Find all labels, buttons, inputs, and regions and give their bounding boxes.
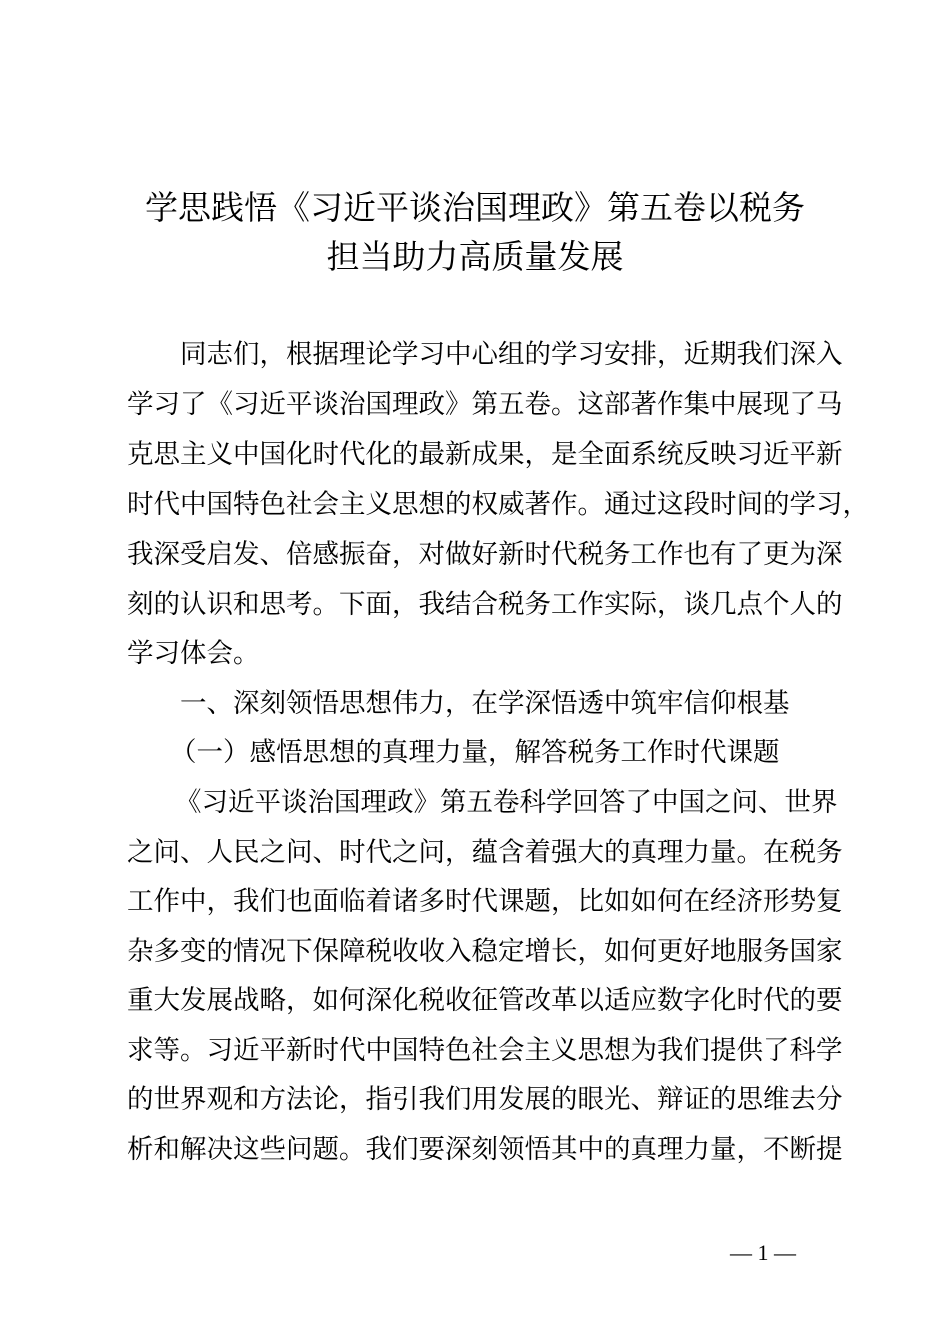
subsection-heading-1: （一）感悟思想的真理力量，解答税务工作时代课题 <box>170 737 780 768</box>
paragraph-line: 工作中，我们也面临着诸多时代课题，比如如何在经济形势复 <box>127 886 843 917</box>
paragraph-line: 析和解决这些问题。我们要深刻领悟其中的真理力量，不断提 <box>127 1134 843 1165</box>
document-title-line-1: 学思践悟《习近平谈治国理政》第五卷以税务 <box>145 188 805 227</box>
paragraph-line: 学习了《习近平谈治国理政》第五卷。这部著作集中展现了马 <box>127 389 843 420</box>
paragraph-line: 刻的认识和思考。下面，我结合税务工作实际，谈几点个人的 <box>127 589 843 620</box>
paragraph-line: 《习近平谈治国理政》第五卷科学回答了中国之问、世界 <box>175 787 838 818</box>
paragraph-line: 克思主义中国化时代化的最新成果，是全面系统反映习近平新 <box>127 439 843 470</box>
paragraph-line: 重大发展战略，如何深化税收征管改革以适应数字化时代的要 <box>127 985 843 1016</box>
paragraph-line: 求等。习近平新时代中国特色社会主义思想为我们提供了科学 <box>127 1035 843 1066</box>
paragraph-line: 学习体会。 <box>127 638 260 669</box>
paragraph-line: 我深受启发、倍感振奋，对做好新时代税务工作也有了更为深 <box>127 539 843 570</box>
document-title-line-2: 担当助力高质量发展 <box>326 237 624 276</box>
section-heading-1: 一、深刻领悟思想伟力，在学深悟透中筑牢信仰根基 <box>180 688 790 719</box>
paragraph-line: 的世界观和方法论，指引我们用发展的眼光、辩证的思维去分 <box>127 1084 843 1115</box>
paragraph-line: 同志们，根据理论学习中心组的学习安排，近期我们深入 <box>180 339 843 370</box>
page-number: — 1 — <box>730 1240 796 1265</box>
paragraph-line: 时代中国特色社会主义思想的权威著作。通过这段时间的学习， <box>127 489 869 520</box>
paragraph-line: 杂多变的情况下保障税收收入稳定增长，如何更好地服务国家 <box>127 936 843 967</box>
paragraph-line: 之问、人民之问、时代之问，蕴含着强大的真理力量。在税务 <box>127 837 843 868</box>
